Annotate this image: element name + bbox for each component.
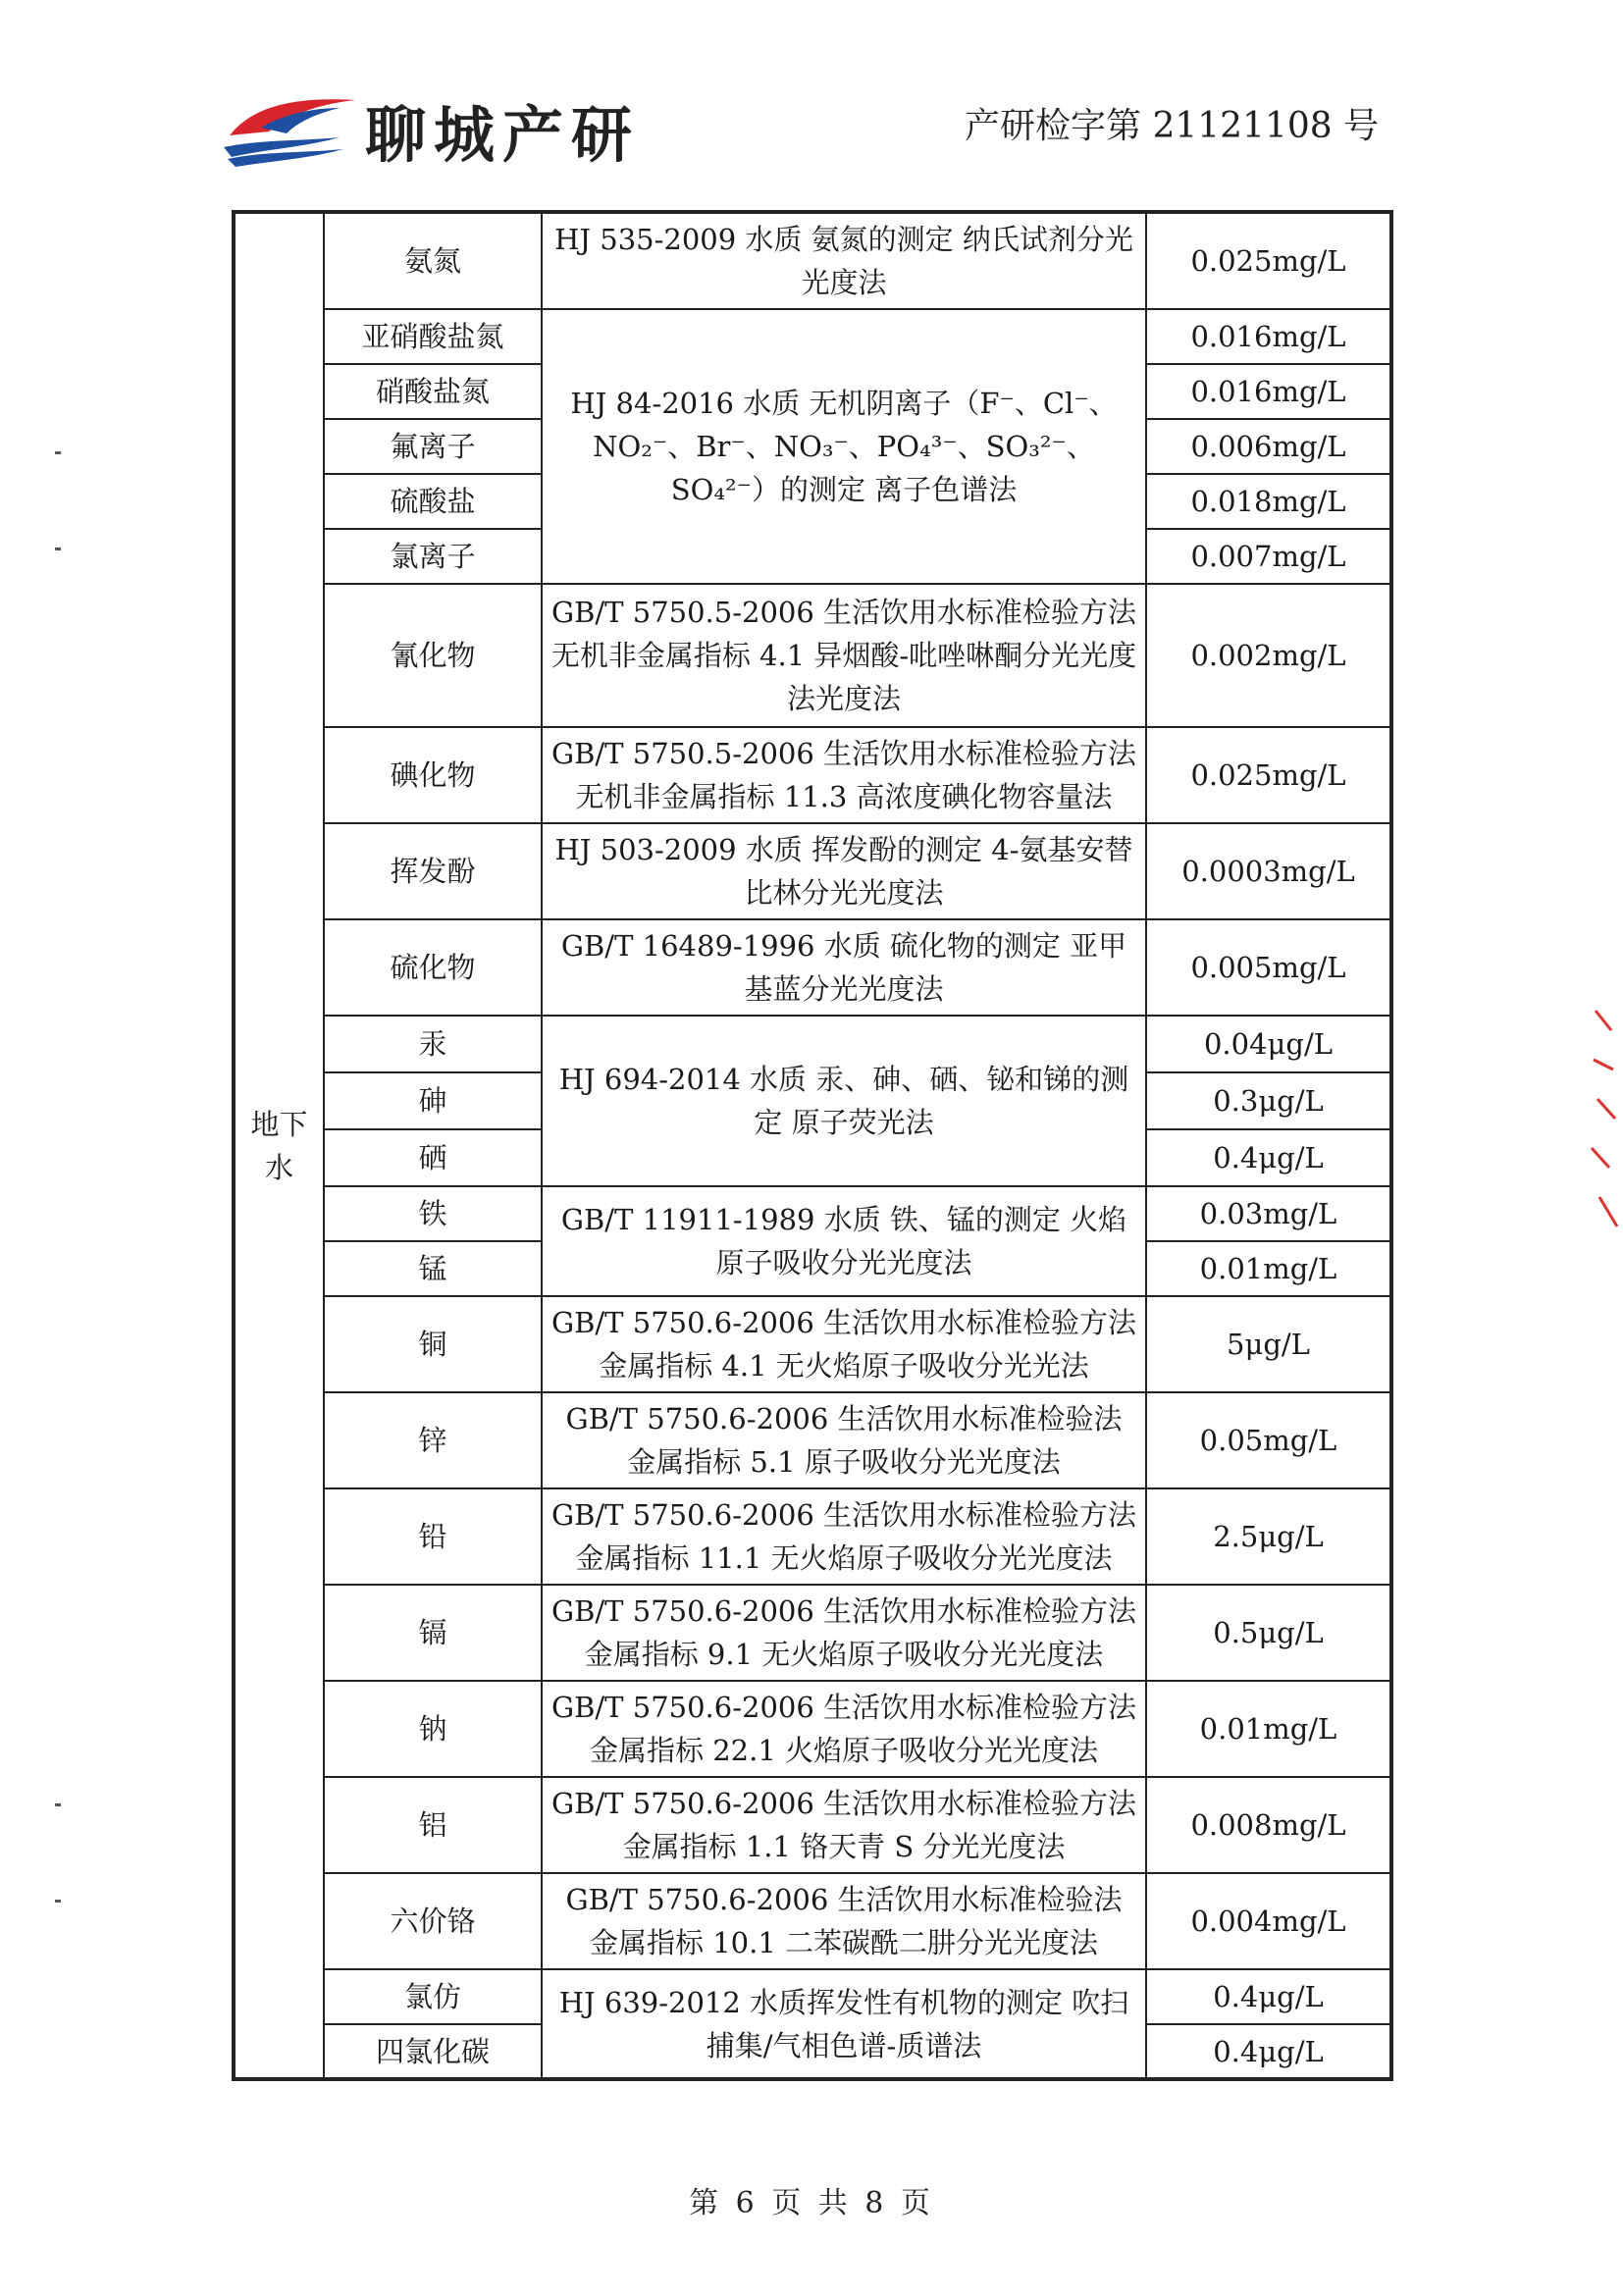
scan-mark xyxy=(55,1900,61,1903)
limit-cell: 0.03mg/L xyxy=(1146,1186,1391,1241)
report-number: 产研检字第 21121108 号 xyxy=(965,106,1380,146)
limit-cell: 0.008mg/L xyxy=(1146,1777,1391,1873)
method-cell: GB/T 16489-1996 水质 硫化物的测定 亚甲基蓝分光光度法 xyxy=(542,919,1146,1016)
limit-cell: 0.4μg/L xyxy=(1146,2024,1391,2079)
method-cell: GB/T 5750.6-2006 生活饮用水标准检验方法 金属指标 1.1 铬天青 S 分光光度法 xyxy=(542,1777,1146,1873)
limit-cell: 0.01mg/L xyxy=(1146,1681,1391,1777)
test-method-table xyxy=(232,210,1389,2081)
method-cell: GB/T 5750.6-2006 生活饮用水标准检验方法 金属指标 4.1 无火焰原子吸收分光光法 xyxy=(542,1296,1146,1392)
item-cell: 铝 xyxy=(324,1777,542,1873)
scan-mark xyxy=(55,1803,61,1806)
method-cell: GB/T 11911-1989 水质 铁、锰的测定 火焰原子吸收分光光度法 xyxy=(542,1186,1146,1296)
item-cell: 砷 xyxy=(324,1072,542,1129)
item-cell: 硒 xyxy=(324,1129,542,1186)
limit-cell: 0.002mg/L xyxy=(1146,584,1391,727)
item-cell: 硫酸盐 xyxy=(324,474,542,529)
limit-cell: 0.0003mg/L xyxy=(1146,823,1391,919)
limit-cell: 0.3μg/L xyxy=(1146,1072,1391,1129)
item-cell: 硝酸盐氮 xyxy=(324,364,542,419)
item-cell: 钠 xyxy=(324,1681,542,1777)
item-cell: 四氯化碳 xyxy=(324,2024,542,2079)
limit-cell: 0.006mg/L xyxy=(1146,419,1391,474)
method-cell: GB/T 5750.6-2006 生活饮用水标准检验法 金属指标 10.1 二苯碳酰二肼分光光度法 xyxy=(542,1873,1146,1969)
item-cell: 六价铬 xyxy=(324,1873,542,1969)
item-cell: 氯仿 xyxy=(324,1969,542,2024)
item-cell: 硫化物 xyxy=(324,919,542,1016)
item-cell: 铁 xyxy=(324,1186,542,1241)
company-logo-icon xyxy=(222,88,359,167)
limit-cell: 0.05mg/L xyxy=(1146,1392,1391,1488)
item-cell: 铜 xyxy=(324,1296,542,1392)
limit-cell: 0.4μg/L xyxy=(1146,1129,1391,1186)
method-cell: HJ 503-2009 水质 挥发酚的测定 4-氨基安替比林分光光度法 xyxy=(542,823,1146,919)
limit-cell: 0.004mg/L xyxy=(1146,1873,1391,1969)
method-cell: HJ 639-2012 水质挥发性有机物的测定 吹扫捕集/气相色谱-质谱法 xyxy=(542,1969,1146,2079)
method-cell: HJ 535-2009 水质 氨氮的测定 纳氏试剂分光光度法 xyxy=(542,212,1146,309)
limit-cell: 2.5μg/L xyxy=(1146,1488,1391,1585)
method-cell: GB/T 5750.6-2006 生活饮用水标准检验方法 金属指标 22.1 火焰原子吸收分光光度法 xyxy=(542,1681,1146,1777)
limit-cell: 0.005mg/L xyxy=(1146,919,1391,1016)
limit-cell: 0.04μg/L xyxy=(1146,1016,1391,1072)
limit-cell: 0.016mg/L xyxy=(1146,364,1391,419)
limit-cell: 0.5μg/L xyxy=(1146,1585,1391,1681)
method-cell: HJ 694-2014 水质 汞、砷、硒、铋和锑的测定 原子荧光法 xyxy=(542,1016,1146,1186)
item-cell: 铅 xyxy=(324,1488,542,1585)
category-label: 地下水 xyxy=(250,1107,308,1184)
item-cell: 汞 xyxy=(324,1016,542,1072)
limit-cell: 5μg/L xyxy=(1146,1296,1391,1392)
item-cell: 氯离子 xyxy=(324,529,542,584)
limit-cell: 0.018mg/L xyxy=(1146,474,1391,529)
method-cell: GB/T 5750.6-2006 生活饮用水标准检验方法 金属指标 11.1 无火焰原子吸收分光光度法 xyxy=(542,1488,1146,1585)
limit-cell: 0.007mg/L xyxy=(1146,529,1391,584)
limit-cell: 0.01mg/L xyxy=(1146,1241,1391,1296)
page-number: 第 6 页 共 8 页 xyxy=(689,2186,934,2220)
method-cell: GB/T 5750.5-2006 生活饮用水标准检验方法 无机非金属指标 4.1 异烟酸-吡唑啉酮分光光度法光度法 xyxy=(542,584,1146,727)
item-cell: 氟离子 xyxy=(324,419,542,474)
method-cell: GB/T 5750.5-2006 生活饮用水标准检验方法 无机非金属指标 11.3 高浓度碘化物容量法 xyxy=(542,727,1146,823)
method-cell: HJ 84-2016 水质 无机阴离子（F⁻、Cl⁻、NO₂⁻、Br⁻、NO₃⁻、PO₄³⁻、SO₃²⁻、SO₄²⁻）的测定 离子色谱法 xyxy=(542,309,1146,584)
limit-cell: 0.4μg/L xyxy=(1146,1969,1391,2024)
seal-stamp-edge-icon xyxy=(1590,1001,1619,1246)
method-cell: GB/T 5750.6-2006 生活饮用水标准检验方法 金属指标 9.1 无火焰原子吸收分光光度法 xyxy=(542,1585,1146,1681)
item-cell: 锌 xyxy=(324,1392,542,1488)
limit-cell: 0.025mg/L xyxy=(1146,212,1391,309)
item-cell: 镉 xyxy=(324,1585,542,1681)
item-cell: 氨氮 xyxy=(324,212,542,309)
limit-cell: 0.025mg/L xyxy=(1146,727,1391,823)
scan-mark xyxy=(55,548,61,550)
item-cell: 锰 xyxy=(324,1241,542,1296)
item-cell: 氰化物 xyxy=(324,584,542,727)
item-cell: 碘化物 xyxy=(324,727,542,823)
page-header xyxy=(0,0,1623,196)
method-cell: GB/T 5750.6-2006 生活饮用水标准检验法 金属指标 5.1 原子吸收分光光度法 xyxy=(542,1392,1146,1488)
item-cell: 挥发酚 xyxy=(324,823,542,919)
category-cell xyxy=(234,212,324,2079)
limit-cell: 0.016mg/L xyxy=(1146,309,1391,364)
scan-mark xyxy=(55,451,61,454)
item-cell: 亚硝酸盐氮 xyxy=(324,309,542,364)
brand-name: 聊城产研 xyxy=(365,99,641,171)
